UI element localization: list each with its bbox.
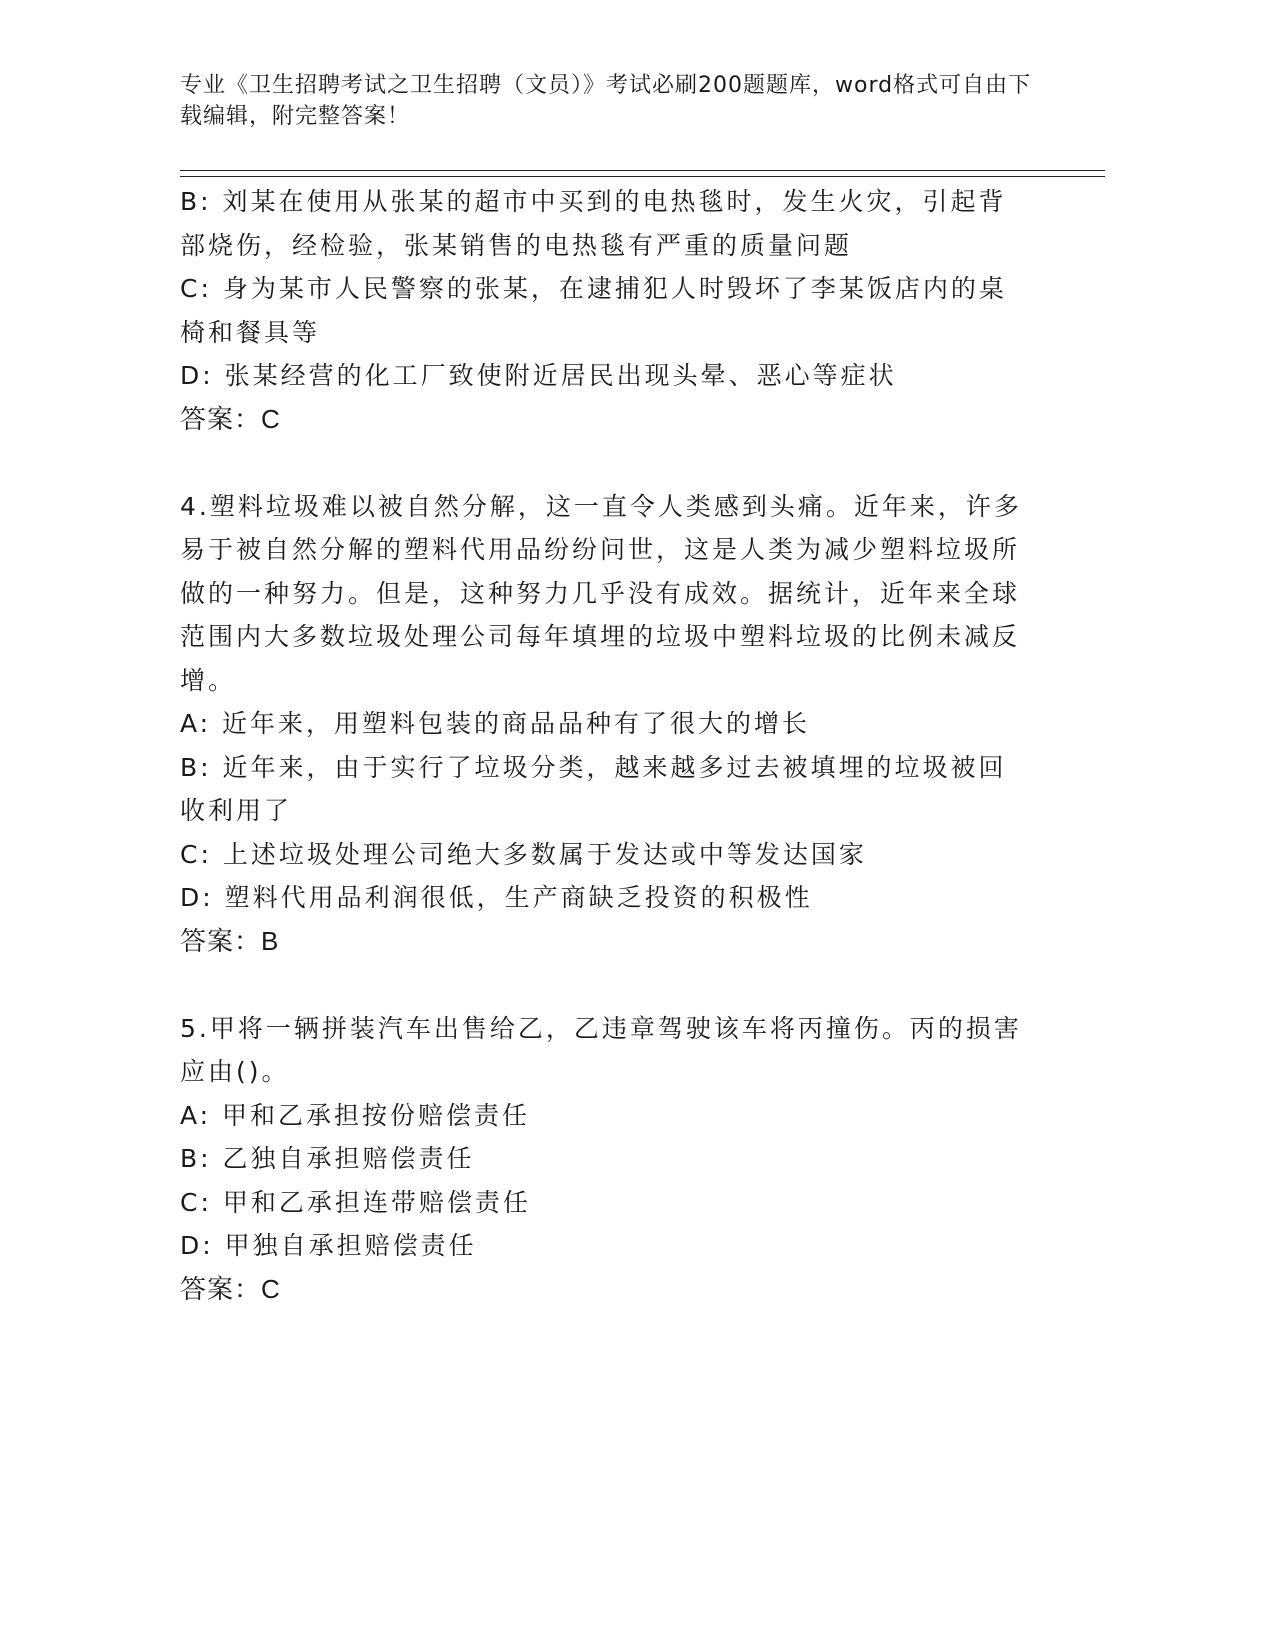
answer: 答案：C [180,403,281,434]
header-text: 专业《卫生招聘考试之卫生招聘（文员）》考试必刷200题题库，word格式可自由下载编辑，附完整答案！ [180,73,1032,129]
option-b: B: 刘某在使用从张某的超市中买到的电热毯时，发生火灾，引起背部烧伤，经检验，张某销售的电热毯有严重的质量问题 [180,187,1007,260]
question-stem: 5.甲将一辆拼装汽车出售给乙，乙违章驾驶该车将丙撞伤。丙的损害应由()。 [180,1013,1022,1086]
document-header [180,70,1040,132]
question-5 [180,1007,1030,1312]
answer: 答案：C [180,1273,281,1304]
option-c: C: 上述垃圾处理公司绝大多数属于发达或中等发达国家 [180,839,867,869]
option-c: C: 身为某市人民警察的张某，在逮捕犯人时毁坏了李某饭店内的桌椅和餐具等 [180,274,1007,347]
header-rule-top [180,170,1105,171]
option-c: C: 甲和乙承担连带赔偿责任 [180,1187,531,1217]
spacer [180,963,1030,1007]
option-d: D: 张某经营的化工厂致使附近居民出现头晕、恶心等症状 [180,361,897,390]
question-4 [180,485,1030,964]
spacer [180,441,1030,485]
answer: 答案：B [180,925,280,956]
option-a: A: 甲和乙承担按份赔偿责任 [180,1100,531,1130]
header-rule-bottom [180,176,1105,177]
option-d: D: 甲独自承担赔偿责任 [180,1231,477,1260]
question-stem: 4.塑料垃圾难以被自然分解，这一直令人类感到头痛。近年来，许多易于被自然分解的塑料代用品纷纷问世，这是人类为减少塑料垃圾所做的一种努力。但是，这种努力几乎没有成效。据统计，近年来全球范围内大多数垃圾处理公司每年填埋的垃圾中塑料垃圾的比例未减反增。 [180,491,1022,695]
option-b: B: 乙独自承担赔偿责任 [180,1144,475,1173]
option-a: A: 近年来，用塑料包装的商品品种有了很大的增长 [180,709,811,738]
option-b: B: 近年来，由于实行了垃圾分类，越来越多过去被填埋的垃圾被回收利用了 [180,752,1007,825]
document-body [180,180,1030,1311]
question-3-continuation [180,180,1030,441]
option-d: D: 塑料代用品利润很低，生产商缺乏投资的积极性 [180,883,813,912]
